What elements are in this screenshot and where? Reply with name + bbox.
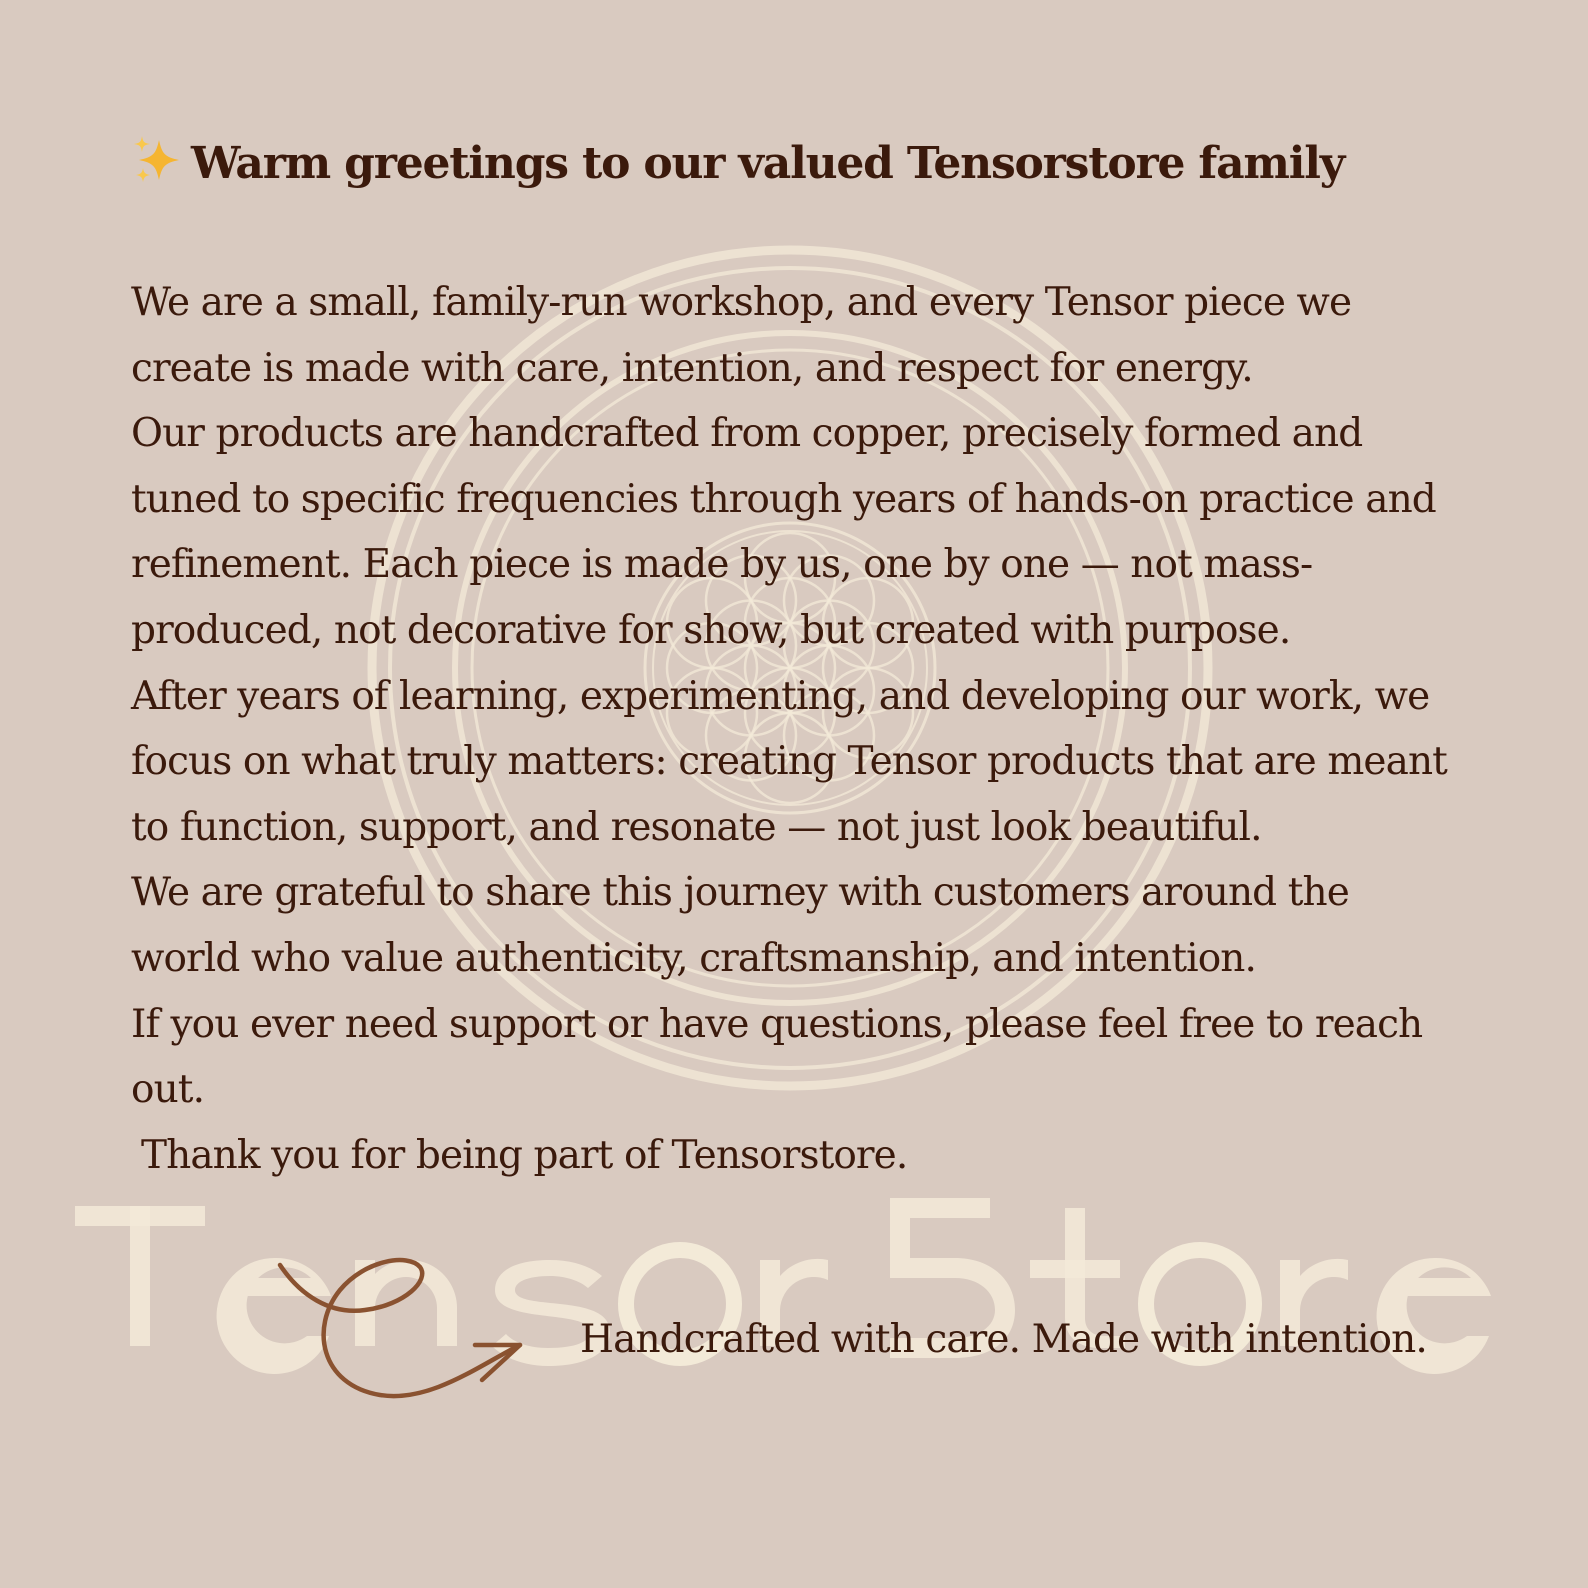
greeting-heading-text: Warm greetings to our valued Tensorstore family — [191, 138, 1345, 189]
tagline: Handcrafted with care. Made with intention. — [580, 1317, 1427, 1362]
paragraph-support: If you ever need support or have questions, please feel free to reach out. — [131, 1001, 1423, 1113]
loop-arrow-icon — [270, 1255, 540, 1405]
letter-body — [131, 270, 1461, 1188]
paragraph-focus: After years of learning, experimenting, and developing our work, we focus on what truly matters: creating Tensor products that are meant to function, support, and resonate — not just look beautiful. — [131, 673, 1447, 850]
paragraph-craft: Our products are handcrafted from copper, precisely formed and tuned to specific frequencies through years of hands-on practice and refinement. Each piece is made by us, one by one — not mass-produced, not decorative for show, but created with purpose. — [131, 411, 1436, 653]
paragraph-thanks: Thank you for being part of Tensorstore. — [141, 1132, 908, 1178]
sparkles-icon — [131, 134, 183, 186]
paragraph-gratitude: We are grateful to share this journey with customers around the world who value authenticity, craftsmanship, and intention. — [131, 870, 1349, 981]
greeting-heading — [131, 132, 1461, 196]
paragraph-intro: We are a small, family-run workshop, and every Tensor piece we create is made with care, intention, and respect for energy. — [131, 280, 1352, 391]
letter-content — [131, 132, 1461, 1188]
